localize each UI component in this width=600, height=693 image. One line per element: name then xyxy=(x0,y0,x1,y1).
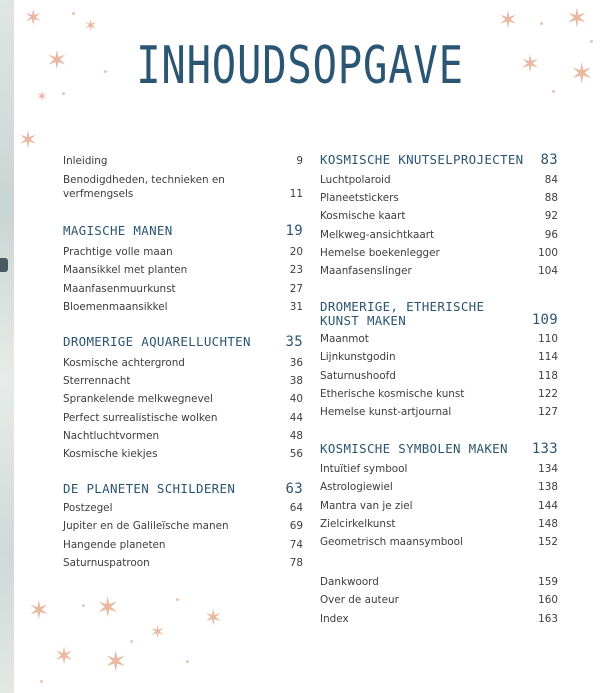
toc-entry-page: 160 xyxy=(538,594,558,607)
toc-entry-page: 92 xyxy=(544,210,558,223)
toc-section xyxy=(63,481,303,572)
toc-entry-label: Hangende planeten xyxy=(63,538,166,551)
section-heading[interactable] xyxy=(320,441,558,457)
toc-entry[interactable] xyxy=(63,499,303,517)
toc-entry[interactable] xyxy=(320,226,558,244)
toc-entry-page: 44 xyxy=(289,411,303,424)
toc-entry-page: 152 xyxy=(538,536,558,549)
section-heading-page: 83 xyxy=(540,152,558,168)
toc-entry-label: Dankwoord xyxy=(320,576,379,589)
toc-entry-page: 122 xyxy=(538,387,558,400)
toc-entry[interactable] xyxy=(320,348,558,366)
toc-entry[interactable] xyxy=(63,554,303,572)
toc-entry[interactable] xyxy=(63,390,303,408)
decor-dot xyxy=(62,92,65,95)
section-heading-page: 63 xyxy=(285,481,303,498)
decor-dot xyxy=(130,640,133,643)
toc-entry-label: Over de auteur xyxy=(320,594,399,607)
decor-dot xyxy=(552,90,555,93)
toc-entry-page: 118 xyxy=(538,369,558,382)
toc-entry-label: Astrologiewiel xyxy=(320,481,393,494)
toc-entry-page: 134 xyxy=(538,463,558,476)
section-heading-page: 133 xyxy=(531,441,558,458)
toc-entry-label: Prachtige volle maan xyxy=(63,246,173,259)
toc-entry-page: 110 xyxy=(538,333,558,346)
section-heading-page: 109 xyxy=(531,312,558,329)
toc-entry-page: 64 xyxy=(289,502,303,515)
toc-entry[interactable] xyxy=(63,170,303,201)
toc-entry-label: Melkweg-ansichtkaart xyxy=(320,228,435,241)
toc-entry[interactable] xyxy=(320,497,558,515)
toc-entry-label: Bloemenmaansikkel xyxy=(63,300,168,313)
toc-entry-label: Maanfasenmuurkunst xyxy=(63,282,176,295)
toc-entry-label: Zielcirkelkunst xyxy=(320,517,396,530)
toc-entry[interactable] xyxy=(320,610,558,628)
toc-entry-label: Kosmische achtergrond xyxy=(63,357,185,370)
toc-entry-page: 84 xyxy=(544,174,558,186)
star-icon: ✶ xyxy=(104,645,128,678)
toc-entry-page: 38 xyxy=(289,375,303,388)
toc-section xyxy=(320,300,558,421)
toc-entry-label: Planeetstickers xyxy=(320,192,399,205)
toc-entry[interactable] xyxy=(320,171,558,189)
toc-entry[interactable] xyxy=(320,262,558,280)
toc-entry-label: Saturnuspatroon xyxy=(63,556,150,569)
toc-entry[interactable] xyxy=(320,385,558,403)
toc-entry[interactable] xyxy=(320,533,558,551)
toc-entry-page: 27 xyxy=(289,282,303,295)
toc-entry-label: Benodigdheden, technieken en verfmengsels xyxy=(63,174,225,201)
toc-entry-page: 9 xyxy=(296,155,303,167)
toc-entry-page: 96 xyxy=(544,228,558,241)
toc-intro-section xyxy=(63,152,303,201)
toc-entry-label: Etherische kosmische kunst xyxy=(320,387,465,400)
toc-entry[interactable] xyxy=(63,298,303,316)
toc-entry-label: Lijnkunstgodin xyxy=(320,351,396,364)
star-icon: ✶ xyxy=(28,596,50,626)
page-title: INHOUDSOPGAVE xyxy=(136,36,464,96)
toc-entry-label: Perfect surrealistische wolken xyxy=(63,411,218,424)
toc-entry-label: Sprankelende melkwegnevel xyxy=(63,393,213,406)
toc-left-column xyxy=(63,152,303,572)
toc-section xyxy=(63,334,303,463)
toc-entry[interactable] xyxy=(63,243,303,261)
toc-entry-page: 36 xyxy=(289,357,303,370)
toc-entry-page: 114 xyxy=(538,351,558,364)
toc-entry-page: 23 xyxy=(289,264,303,277)
toc-entry-label: Hemelse boekenlegger xyxy=(320,246,440,259)
section-heading[interactable] xyxy=(63,334,303,350)
toc-entry-page: 69 xyxy=(289,520,303,533)
section-heading[interactable] xyxy=(63,481,303,497)
star-icon: ✶ xyxy=(566,4,588,34)
star-icon: ✶ xyxy=(24,6,43,31)
toc-entry[interactable] xyxy=(63,445,303,463)
toc-entry[interactable] xyxy=(320,403,558,421)
section-heading-title: KOSMISCHE KNUTSELPROJECTEN xyxy=(320,152,524,167)
star-icon: ✶ xyxy=(84,16,98,35)
toc-entry-page: 78 xyxy=(289,556,303,569)
toc-entry-label: Hemelse kunst-artjournal xyxy=(320,406,452,419)
toc-entry-label: Luchtpolaroid xyxy=(320,174,391,186)
toc-entry-label: Kosmische kiekjes xyxy=(63,448,158,461)
toc-entry[interactable] xyxy=(320,244,558,262)
toc-entry[interactable] xyxy=(320,460,558,478)
section-heading-title: DROMERIGE AQUARELLUCHTEN xyxy=(63,334,251,350)
star-icon: ✶ xyxy=(54,642,75,670)
star-icon: ✶ xyxy=(96,591,120,624)
toc-back-matter xyxy=(320,573,558,628)
toc-entry[interactable] xyxy=(63,409,303,427)
toc-entry[interactable] xyxy=(320,478,558,496)
toc-entry[interactable] xyxy=(320,367,558,385)
toc-entry-page: 104 xyxy=(538,265,558,278)
toc-section xyxy=(320,441,558,551)
toc-entry[interactable] xyxy=(320,515,558,533)
section-heading[interactable] xyxy=(320,300,558,328)
toc-entry[interactable] xyxy=(63,372,303,390)
section-heading-title: KOSMISCHE SYMBOLEN MAKEN xyxy=(320,441,508,457)
toc-entry[interactable] xyxy=(63,517,303,535)
toc-entry-page: 48 xyxy=(289,429,303,442)
toc-entry-label: Index xyxy=(320,612,349,625)
toc-right-column xyxy=(320,152,558,628)
star-icon: ✶ xyxy=(520,50,541,78)
toc-entry[interactable] xyxy=(63,280,303,298)
toc-section xyxy=(63,223,303,316)
edge-mark xyxy=(0,258,8,272)
toc-entry-page: 40 xyxy=(289,393,303,406)
toc-entry-page: 144 xyxy=(538,499,558,512)
star-icon: ✶ xyxy=(150,622,166,643)
decor-dot xyxy=(540,22,543,25)
section-heading-line: KUNST MAKEN xyxy=(320,313,407,329)
toc-entry-label: Kosmische kaart xyxy=(320,210,406,223)
section-heading[interactable] xyxy=(320,152,558,168)
decor-dot xyxy=(186,660,189,663)
toc-entry[interactable] xyxy=(320,591,558,609)
toc-entry[interactable] xyxy=(63,152,303,170)
toc-entry-page: 138 xyxy=(538,481,558,494)
toc-entry-page: 11 xyxy=(289,188,303,201)
toc-entry-page: 20 xyxy=(289,246,303,259)
toc-entry-label: Sterrennacht xyxy=(63,375,131,388)
toc-entry-label: Maanfasenslinger xyxy=(320,265,412,278)
toc-entry-page: 31 xyxy=(289,300,303,313)
toc-entry-label: Saturnushoofd xyxy=(320,369,396,382)
toc-entry-page: 88 xyxy=(544,192,558,205)
star-icon: ✶ xyxy=(18,126,39,154)
section-heading-title: DE PLANETEN SCHILDEREN xyxy=(63,481,236,497)
toc-entry-label: Intuïtief symbool xyxy=(320,463,408,476)
star-icon: ✶ xyxy=(46,46,68,76)
decor-dot xyxy=(40,680,43,683)
page-edge-decoration xyxy=(0,0,14,693)
toc-entry-label: Postzegel xyxy=(63,502,113,515)
decor-dot xyxy=(176,598,179,601)
toc-entry-page: 100 xyxy=(538,246,558,259)
toc-entry-label: Nachtluchtvormen xyxy=(63,429,160,442)
star-icon: ✶ xyxy=(498,6,519,34)
toc-entry-label: Inleiding xyxy=(63,155,108,167)
toc-entry-page: 159 xyxy=(538,576,558,589)
section-heading-page: 19 xyxy=(285,223,303,240)
section-heading-page: 35 xyxy=(285,334,303,351)
section-heading[interactable] xyxy=(63,223,303,239)
toc-entry-label: Jupiter en de Galileïsche manen xyxy=(63,520,229,533)
toc-entry-page: 56 xyxy=(289,448,303,461)
toc-entry-page: 163 xyxy=(538,612,558,625)
decor-dot xyxy=(72,12,75,15)
toc-entry-label: Maanmot xyxy=(320,333,369,346)
toc-entry[interactable] xyxy=(63,261,303,279)
toc-entry-label: Mantra van je ziel xyxy=(320,499,413,512)
toc-entry[interactable] xyxy=(320,330,558,348)
star-icon: ✶ xyxy=(36,89,48,105)
section-heading-title: MAGISCHE MANEN xyxy=(63,223,173,239)
toc-entry-page: 74 xyxy=(289,538,303,551)
toc-entry-label: Maansikkel met planten xyxy=(63,264,188,277)
decor-dot xyxy=(82,604,85,607)
toc-entry[interactable] xyxy=(320,573,558,591)
star-icon: ✶ xyxy=(570,57,594,90)
toc-entry[interactable] xyxy=(63,427,303,445)
star-icon: ✶ xyxy=(204,606,223,631)
toc-entry[interactable] xyxy=(63,536,303,554)
toc-entry[interactable] xyxy=(320,189,558,207)
section-heading-line: DROMERIGE, ETHERISCHE xyxy=(320,299,485,315)
toc-entry-page: 148 xyxy=(538,517,558,530)
toc-entry[interactable] xyxy=(63,354,303,372)
toc-entry[interactable] xyxy=(320,207,558,225)
toc-section xyxy=(320,152,558,280)
toc-entry-label: Geometrisch maansymbool xyxy=(320,536,463,549)
toc-entry-page: 127 xyxy=(538,406,558,419)
decor-dot xyxy=(590,40,593,43)
section-heading-title xyxy=(320,300,484,328)
